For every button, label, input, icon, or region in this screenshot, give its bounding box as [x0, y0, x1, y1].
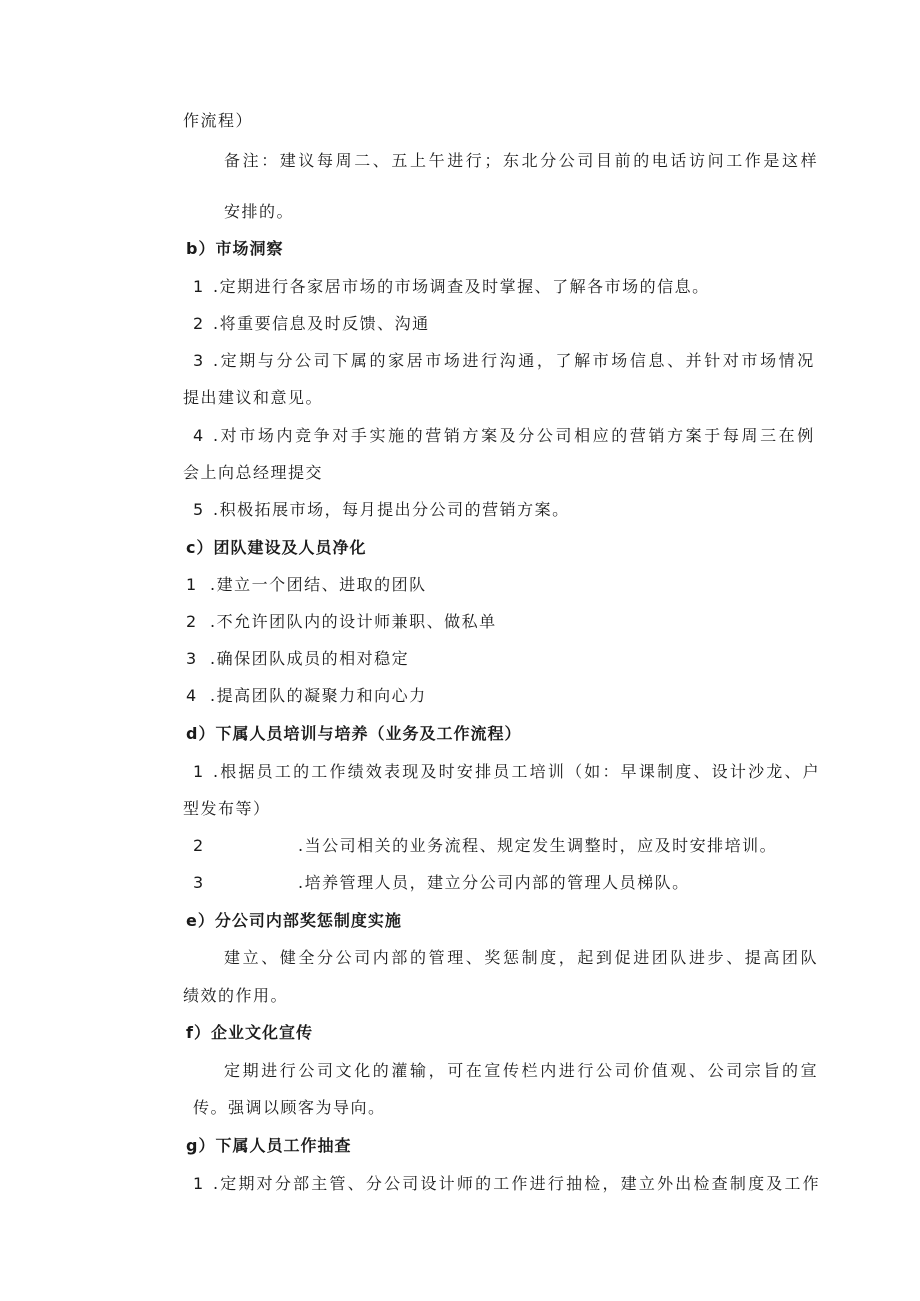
list-item [193, 499, 570, 521]
list-text: .将重要信息及时反馈、沟通 [213, 314, 430, 333]
list-item [186, 574, 427, 596]
list-text: .对市场内竞争对手实施的营销方案及分公司相应的营销方案于每周三在例 [213, 426, 816, 445]
list-number: 4 [186, 686, 198, 705]
paragraph-line: 建立、健全分公司内部的管理、奖惩制度，起到促进团队进步、提高团队 [224, 948, 820, 967]
list-text: .定期与分公司下属的家居市场进行沟通，了解市场信息、并针对市场情况 [213, 351, 816, 370]
list-item [186, 648, 409, 670]
note-line: 备注：建议每周二、五上午进行；东北分公司目前的电话访问工作是这样 [224, 151, 820, 170]
section-heading-f: f）企业文化宣传 [186, 1023, 313, 1042]
list-text: .定期对分部主管、分公司设计师的工作进行抽检，建立外出检查制度及工作 [213, 1174, 821, 1193]
list-text: .根据员工的工作绩效表现及时安排员工培训（如：早课制度、设计沙龙、户 [213, 762, 821, 781]
section-heading-d: d）下属人员培训与培养（业务及工作流程） [186, 724, 522, 743]
list-item [193, 761, 821, 783]
note-line: 安排的。 [224, 202, 295, 221]
list-number: 1 [193, 1174, 206, 1193]
list-item [193, 1173, 821, 1195]
list-number: 4 [193, 426, 206, 445]
paragraph-line: 传。强调以顾客为导向。 [193, 1098, 386, 1117]
list-text: .不允许团队内的设计师兼职、做私单 [210, 612, 497, 631]
list-item-continuation: 会上向总经理提交 [183, 463, 324, 482]
list-text: .建立一个团结、进取的团队 [210, 575, 427, 594]
list-text: .积极拓展市场，每月提出分公司的营销方案。 [213, 500, 570, 519]
list-number: 2 [193, 836, 205, 855]
list-number: 2 [193, 314, 205, 333]
list-number: 3 [193, 351, 206, 370]
paragraph-line: 绩效的作用。 [183, 986, 289, 1005]
list-number: 1 [193, 277, 205, 296]
list-item [193, 276, 710, 298]
list-item [193, 350, 816, 372]
list-item-continuation: 型发布等） [183, 799, 271, 818]
list-item [193, 872, 690, 894]
list-text: .当公司相关的业务流程、规定发生调整时，应及时安排培训。 [298, 836, 778, 855]
list-text: .定期进行各家居市场的市场调查及时掌握、了解各市场的信息。 [213, 277, 710, 296]
section-heading-e: e）分公司内部奖惩制度实施 [186, 911, 402, 930]
list-item [193, 835, 777, 857]
list-text: .确保团队成员的相对稳定 [210, 649, 410, 668]
list-number: 1 [186, 575, 198, 594]
list-number: 5 [193, 500, 205, 519]
list-item-continuation: 提出建议和意见。 [183, 388, 324, 407]
list-item [193, 313, 430, 335]
list-number: 3 [193, 873, 205, 892]
section-heading-c: c）团队建设及人员净化 [186, 538, 367, 557]
list-item [186, 611, 497, 633]
paragraph-line: 定期进行公司文化的灌输，可在宣传栏内进行公司价值观、公司宗旨的宣 [224, 1061, 820, 1080]
list-text: .提高团队的凝聚力和向心力 [210, 686, 427, 705]
list-text: .培养管理人员，建立分公司内部的管理人员梯队。 [298, 873, 690, 892]
section-heading-g: g）下属人员工作抽查 [186, 1136, 352, 1155]
list-number: 1 [193, 762, 206, 781]
continuation-text: 作流程） [183, 111, 254, 130]
list-number: 2 [186, 612, 198, 631]
list-item [193, 425, 816, 447]
list-item [186, 685, 427, 707]
section-heading-b: b）市场洞察 [186, 239, 284, 258]
list-number: 3 [186, 649, 198, 668]
